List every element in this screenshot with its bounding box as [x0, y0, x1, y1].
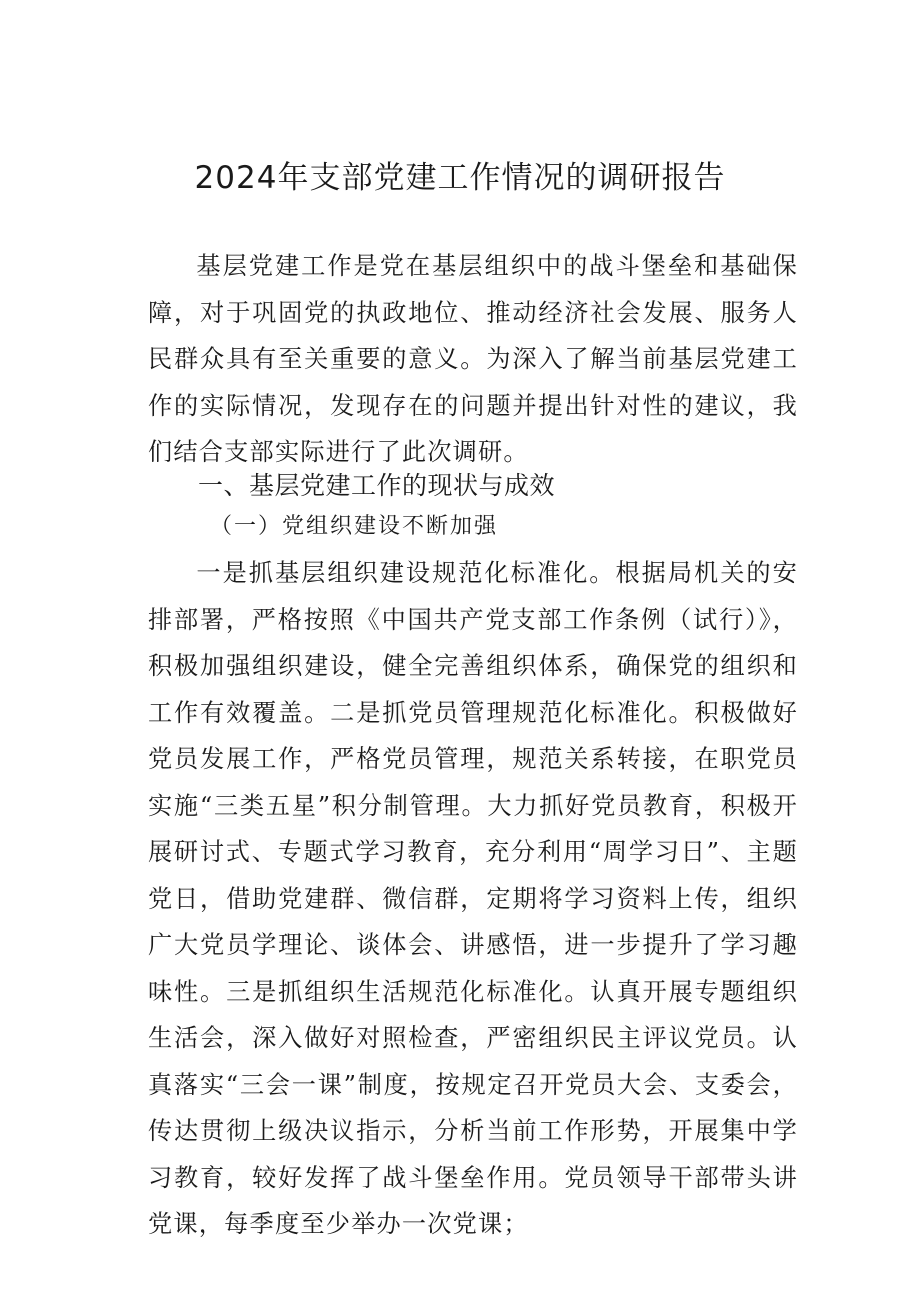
subsection-paragraph: 一是抓基层组织建设规范化标准化。根据局机关的安排部署，严格按照《中国共产党支部工作条例（试行）》，积极加强组织建设，健全完善组织体系，确保党的组织和工作有效覆盖。二是抓党员管理规范化标准化。积极做好党员发展工作，严格党员管理，规范关系转接，在职党员实施“三类五星”积分制管理。大力抓好党员教育，积极开展研讨式、专题式学习教育，充分利用“周学习日”、主题党日，借助党建群、微信群，定期将学习资料上传，组织广大党员学理论、谈体会、讲感悟，进一步提升了学习趣味性。三是抓组织生活规范化标准化。认真开展专题组织生活会，深入做好对照检查，严密组织民主评议党员。认真落实“三会一课”制度，按规定召开党员大会、支委会，传达贯彻上级决议指示，分析当前工作形势，开展集中学习教育，较好发挥了战斗堡垒作用。党员领导干部带头讲党课，每季度至少举办一次党课；	[148, 559, 798, 1238]
document-title: 2024年支部党建工作情况的调研报告	[194, 160, 726, 196]
section-heading-current-status: 一、基层党建工作的现状与成效	[198, 471, 556, 500]
subsection-heading-party-organization: （一）党组织建设不断加强	[210, 514, 499, 539]
intro-paragraph: 基层党建工作是党在基层组织中的战斗堡垒和基础保障，对于巩固党的执政地位、推动经济社会发展、服务人民群众具有至关重要的意义。为深入了解当前基层党建工作的实际情况，发现存在的问题并提出针对性的建议，我们结合支部实际进行了此次调研。	[148, 252, 798, 466]
